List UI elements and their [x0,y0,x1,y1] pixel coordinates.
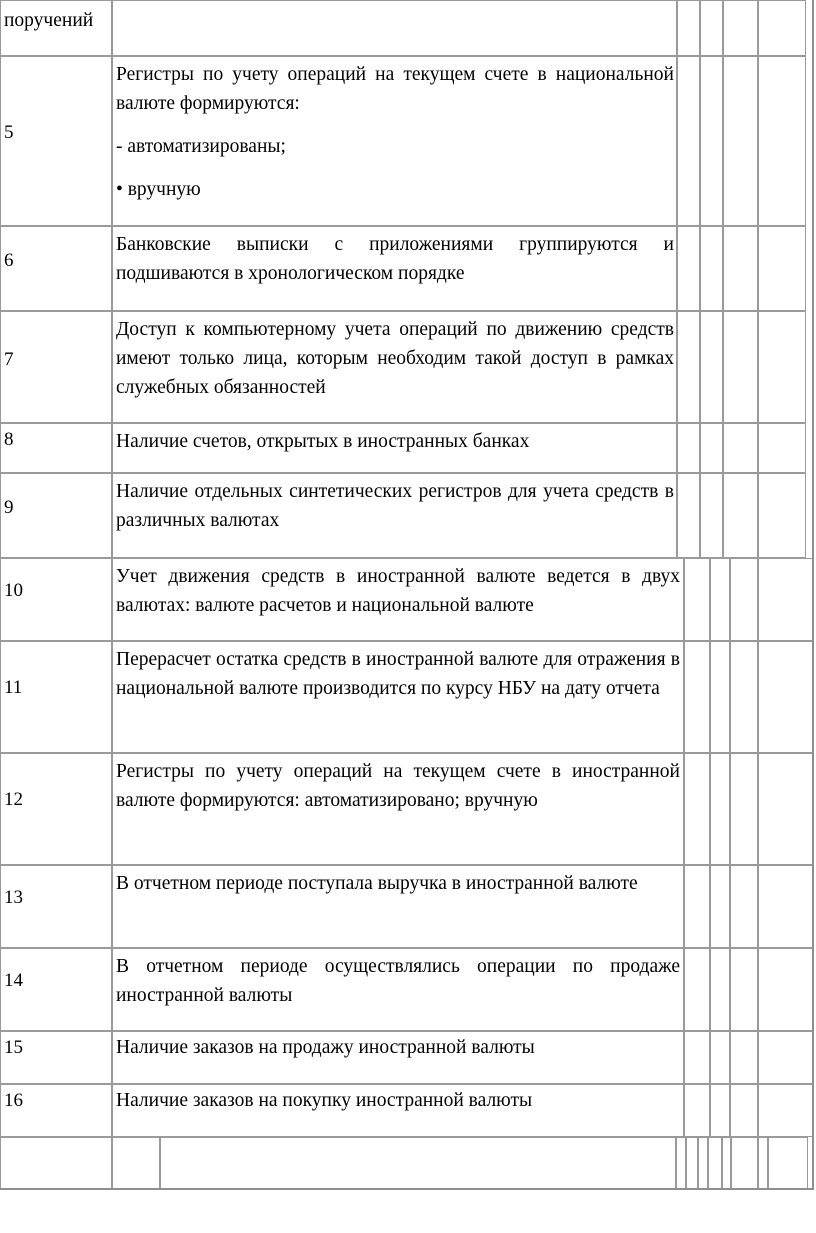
row-text [116,757,680,815]
table-row [0,1084,816,1137]
row-text [116,562,680,620]
table-row [0,423,816,473]
table-row [0,558,816,641]
row-text-line: В отчетном периоде поступала выручка в иностранной валюте [116,873,638,894]
row-number: 12 [4,789,23,810]
row-text [116,315,674,402]
row-number: 16 [4,1090,23,1111]
row-number: 7 [4,349,14,370]
row-text [116,952,680,1010]
row-number: 5 [4,122,14,143]
row-text-line: В отчетном периоде осуществлялись операции по продаже иностранной валюты [116,956,680,1006]
table-row [0,641,816,753]
row-text-line: Наличие отдельных синтетических регистров для учета средств в различных валютах [116,481,674,531]
table-row [0,226,816,311]
row-text-line: Банковские выписки с приложениями группируются и подшиваются в хронологическом порядке [116,234,674,284]
row-text-line: Учет движения средств в иностранной валюте ведется в двух валютах: валюте расчетов и национальной валюте [116,566,680,616]
row-text [116,869,680,898]
table-row [0,753,816,865]
row-text-line: Перерасчет остатка средств в иностранной валюте для отражения в национальной валюте производится по курсу НБУ на дату отчета [116,649,680,699]
row-text-line: Доступ к компьютерному учета операций по движению средств имеют только лица, которым необходим такой доступ в рамках служебных обязанностей [116,319,674,398]
row-text-line: Наличие счетов, открытых в иностранных банках [116,431,530,452]
row-number: 10 [4,580,23,601]
table-row [0,865,816,948]
table-row [0,0,816,56]
row-text-line: Регистры по учету операций на текущем счете в национальной валюте формируются: [116,64,674,114]
row-number: 15 [4,1037,23,1058]
row-text [116,1086,680,1115]
row-text [116,645,680,703]
table-row [0,311,816,423]
header-text: поручений [4,10,94,31]
row-text [116,230,674,288]
row-text [116,1033,680,1062]
table-row [0,948,816,1031]
row-text [116,477,674,535]
row-number: 6 [4,250,14,271]
row-number: 9 [4,497,14,518]
row-text-line: • вручную [116,179,201,200]
table-row [0,56,816,226]
row-text [116,60,674,204]
table-row [0,473,816,558]
row-text-line: Наличие заказов на покупку иностранной валюты [116,1090,533,1111]
table-row-empty [0,1137,816,1190]
row-text-line: Регистры по учету операций на текущем счете в иностранной валюте формируются: автоматизировано; вручную [116,761,680,811]
row-number: 13 [4,887,23,908]
row-text [116,427,674,456]
row-number: 8 [4,429,14,450]
row-text-line: Наличие заказов на продажу иностранной валюты [116,1037,535,1058]
row-number: 11 [4,677,23,698]
row-number: 14 [4,970,23,991]
row-text-line: - автоматизированы; [116,136,286,157]
table-row [0,1031,816,1084]
